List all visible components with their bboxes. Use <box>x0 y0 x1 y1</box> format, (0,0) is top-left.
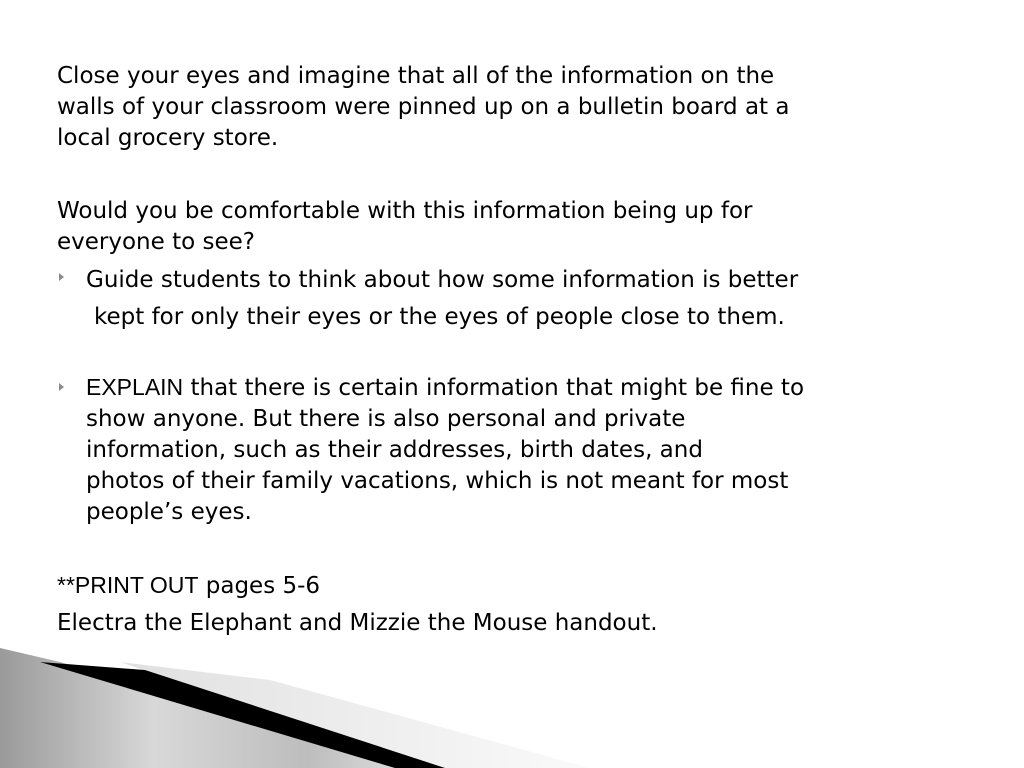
explain-line-2: show anyone. But there is also personal and private <box>86 406 686 432</box>
bullet-arrow-icon <box>59 383 64 391</box>
explain-line-1-rest: that there is certain information that might be fine to <box>183 375 805 401</box>
explain-keyword: EXPLAIN <box>86 374 184 400</box>
intro-line-3: local grocery store. <box>57 125 279 151</box>
guide-bullet <box>86 262 798 336</box>
question-paragraph <box>57 196 752 258</box>
explain-line-5: people’s eyes. <box>86 499 252 525</box>
intro-line-1: Close your eyes and imagine that all of the information on the <box>57 63 775 89</box>
print-out-pages: pages 5-6 <box>198 573 321 599</box>
explain-bullet <box>86 372 804 528</box>
question-line-2: everyone to see? <box>57 229 255 255</box>
intro-paragraph <box>57 61 789 154</box>
explain-line-4: photos of their family vacations, which is not meant for most <box>86 468 789 494</box>
question-line-1: Would you be comfortable with this information being up for <box>57 198 753 224</box>
print-out-keyword: **PRINT OUT <box>57 572 199 598</box>
explain-line-3: information, such as their addresses, birth dates, and <box>86 437 703 463</box>
guide-line-1: Guide students to think about how some information is better <box>86 267 799 293</box>
bullet-arrow-icon <box>59 273 64 281</box>
intro-line-2: walls of your classroom were pinned up on a bulletin board at a <box>57 94 790 120</box>
guide-line-2: kept for only their eyes or the eyes of people close to them. <box>94 304 785 330</box>
print-out-line-1 <box>57 567 658 605</box>
explain-line-1 <box>86 372 804 404</box>
print-out-paragraph <box>57 567 658 642</box>
print-out-line-2: Electra the Elephant and Mizzie the Mouse handout. <box>57 610 658 636</box>
